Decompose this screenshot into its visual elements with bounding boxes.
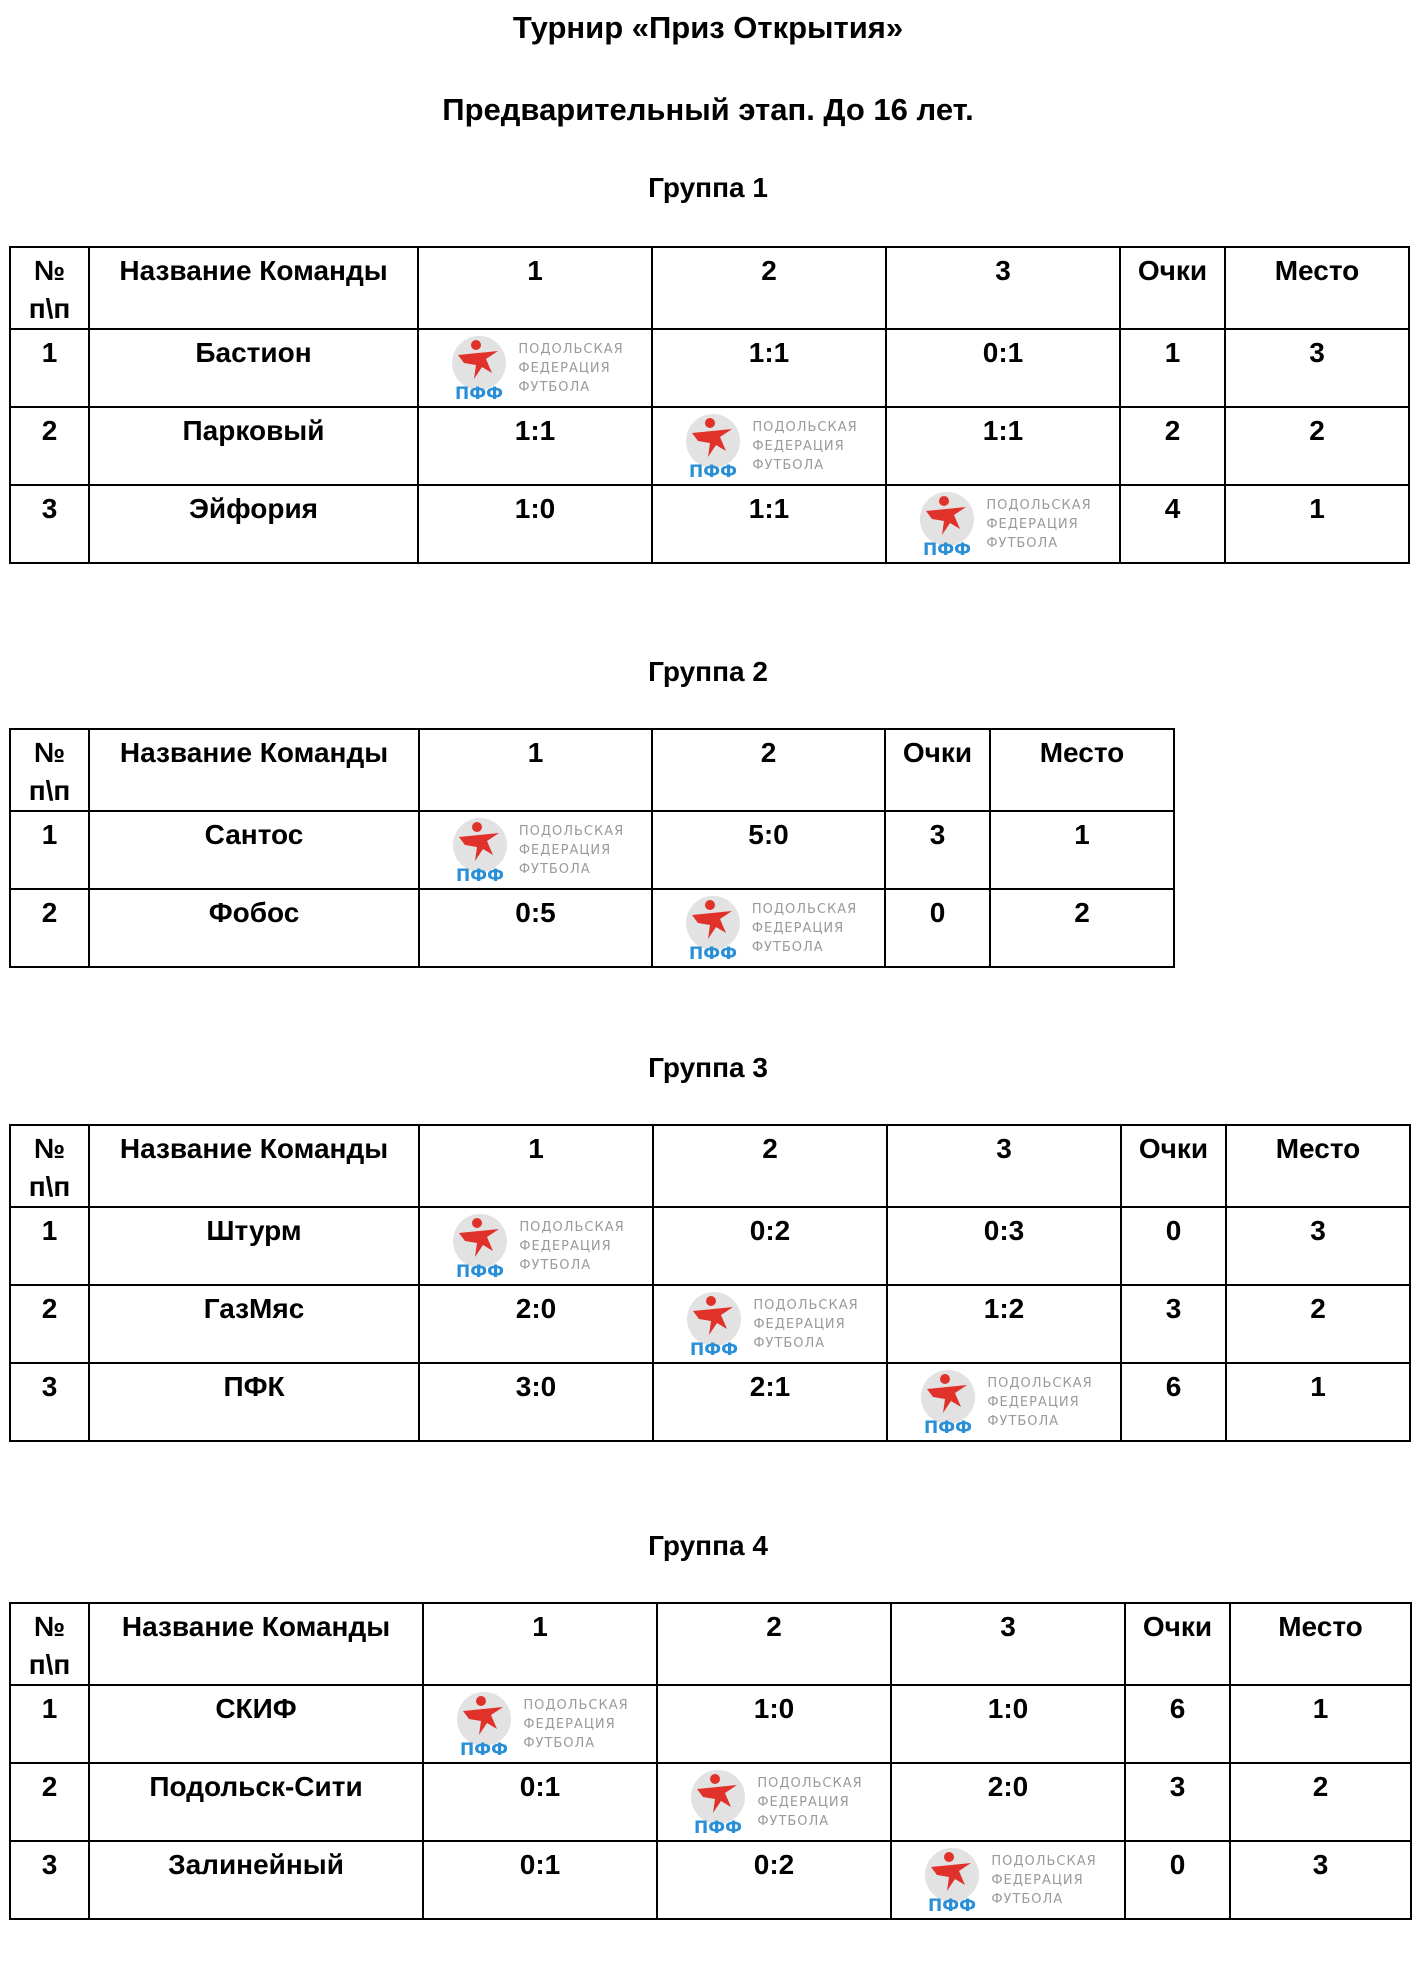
pff-logo-line: ФУТБОЛА — [991, 1891, 1064, 1907]
self-match-logo-cell — [891, 1841, 1125, 1919]
team-place: 2 — [990, 889, 1174, 967]
table-row — [10, 1763, 1411, 1841]
match-result: 1:1 — [418, 407, 652, 485]
standings-table — [9, 246, 1410, 564]
team-points: 6 — [1121, 1363, 1226, 1441]
team-points: 4 — [1120, 485, 1225, 563]
pff-logo-text — [519, 1218, 624, 1275]
team-place: 3 — [1225, 329, 1409, 407]
pff-abbr: ПФФ — [456, 1262, 505, 1281]
pff-abbr: ПФФ — [923, 540, 972, 559]
team-name: Штурм — [89, 1207, 419, 1285]
pff-logo — [892, 1843, 1124, 1917]
header-place: Место — [1225, 247, 1409, 329]
table-row — [10, 485, 1409, 563]
match-result: 0:2 — [653, 1207, 887, 1285]
match-result: 1:2 — [887, 1285, 1121, 1363]
match-result: 2:0 — [419, 1285, 653, 1363]
pff-logo-text — [986, 496, 1091, 553]
pff-logo-text — [752, 900, 857, 957]
self-match-logo-cell — [657, 1763, 891, 1841]
header-place: Место — [1226, 1125, 1410, 1207]
team-points: 0 — [885, 889, 990, 967]
row-num: 2 — [10, 889, 89, 967]
pff-logo — [420, 813, 651, 887]
self-match-logo-cell — [652, 407, 886, 485]
team-place: 1 — [990, 811, 1174, 889]
pff-emblem-icon — [680, 893, 746, 963]
team-points: 0 — [1121, 1207, 1226, 1285]
pff-logo-line: ПОДОЛЬСКАЯ — [519, 1219, 625, 1235]
match-result: 0:5 — [419, 889, 652, 967]
pff-logo-line: ФУТБОЛА — [753, 1335, 826, 1351]
row-num: 1 — [10, 329, 89, 407]
header-points: Очки — [1121, 1125, 1226, 1207]
pff-logo-line: ФУТБОЛА — [751, 939, 824, 955]
pff-logo-line: ФЕДЕРАЦИЯ — [757, 1794, 850, 1810]
group-title: Группа 1 — [648, 172, 768, 203]
match-result: 1:0 — [657, 1685, 891, 1763]
pff-logo-text — [753, 1296, 858, 1353]
self-match-logo-cell — [887, 1363, 1121, 1441]
pff-abbr: ПФФ — [460, 1740, 509, 1759]
pff-logo — [419, 331, 651, 405]
match-result: 0:1 — [423, 1841, 657, 1919]
pff-logo — [420, 1209, 652, 1283]
team-place: 1 — [1230, 1685, 1411, 1763]
pff-logo-line: ФЕДЕРАЦИЯ — [752, 438, 845, 454]
pff-logo-line: ФУТБОЛА — [518, 379, 591, 395]
table-row — [10, 1363, 1410, 1441]
row-num: 2 — [10, 407, 89, 485]
team-name: Залинейный — [89, 1841, 423, 1919]
pff-logo-line: ПОДОЛЬСКАЯ — [751, 901, 858, 917]
match-result: 0:3 — [887, 1207, 1121, 1285]
team-points: 3 — [1125, 1763, 1230, 1841]
header-points: Очки — [1120, 247, 1225, 329]
header-name: Название Команды — [89, 729, 419, 811]
team-name: Сантос — [89, 811, 419, 889]
match-result: 0:2 — [657, 1841, 891, 1919]
pff-emblem-icon — [914, 489, 980, 559]
pff-logo-line: ПОДОЛЬСКАЯ — [991, 1853, 1097, 1869]
header-points: Очки — [885, 729, 990, 811]
match-result: 2:0 — [891, 1763, 1125, 1841]
team-points: 3 — [1121, 1285, 1226, 1363]
pff-logo-line: ФЕДЕРАЦИЯ — [518, 842, 612, 858]
pff-emblem-icon — [915, 1367, 981, 1437]
team-name: СКИФ — [89, 1685, 423, 1763]
header-opponent: 2 — [657, 1603, 891, 1685]
pff-logo-text — [518, 340, 623, 397]
table-header-row — [10, 1125, 1410, 1207]
pff-logo-line: ФЕДЕРАЦИЯ — [519, 1238, 612, 1254]
match-result: 1:1 — [886, 407, 1120, 485]
header-points: Очки — [1125, 1603, 1230, 1685]
pff-emblem-icon — [680, 411, 746, 481]
header-num: № п\п — [10, 1125, 89, 1207]
pff-logo-line: ПОДОЛЬСКАЯ — [518, 341, 624, 357]
team-points: 3 — [885, 811, 990, 889]
team-place: 3 — [1230, 1841, 1411, 1919]
pff-logo-line: ФЕДЕРАЦИЯ — [753, 1316, 846, 1332]
pff-logo-text — [991, 1852, 1096, 1909]
row-num: 1 — [10, 811, 89, 889]
team-name: Эйфория — [89, 485, 418, 563]
match-result: 1:0 — [891, 1685, 1125, 1763]
self-match-logo-cell — [652, 889, 885, 967]
pff-logo-text — [519, 822, 624, 879]
pff-logo-line: ПОДОЛЬСКАЯ — [523, 1697, 629, 1713]
team-name: Фобос — [89, 889, 419, 967]
pff-logo-line: ФЕДЕРАЦИЯ — [986, 516, 1079, 532]
pff-logo-line: ПОДОЛЬСКАЯ — [986, 497, 1092, 513]
standings-table — [9, 728, 1175, 968]
table-header-row — [10, 1603, 1411, 1685]
pff-logo-line: ПОДОЛЬСКАЯ — [752, 419, 858, 435]
pff-abbr: ПФФ — [690, 1340, 739, 1359]
self-match-logo-cell — [423, 1685, 657, 1763]
match-result: 5:0 — [652, 811, 885, 889]
team-name: Подольск-Сити — [89, 1763, 423, 1841]
page-subtitle: Предварительный этап. До 16 лет. — [442, 92, 974, 127]
table-row — [10, 811, 1174, 889]
team-place: 2 — [1225, 407, 1409, 485]
team-points: 1 — [1120, 329, 1225, 407]
match-result: 0:1 — [423, 1763, 657, 1841]
group-title: Группа 4 — [648, 1530, 768, 1561]
standings-table — [9, 1602, 1412, 1920]
team-place: 1 — [1225, 485, 1409, 563]
header-opponent: 2 — [653, 1125, 887, 1207]
pff-emblem-icon — [451, 1689, 517, 1759]
pff-logo-line: ФУТБОЛА — [519, 1257, 592, 1273]
team-place: 2 — [1230, 1763, 1411, 1841]
match-result: 3:0 — [419, 1363, 653, 1441]
row-num: 3 — [10, 485, 89, 563]
header-opponent: 1 — [419, 1125, 653, 1207]
header-place: Место — [990, 729, 1174, 811]
team-points: 6 — [1125, 1685, 1230, 1763]
pff-logo-line: ФЕДЕРАЦИЯ — [987, 1394, 1080, 1410]
pff-abbr: ПФФ — [455, 384, 504, 403]
pff-emblem-icon — [447, 1211, 513, 1281]
pff-logo-line: ФЕДЕРАЦИЯ — [523, 1716, 616, 1732]
team-name: ГазМяс — [89, 1285, 419, 1363]
table-header-row — [10, 247, 1409, 329]
table-row — [10, 1207, 1410, 1285]
pff-logo — [653, 409, 885, 483]
pff-emblem-icon — [446, 333, 512, 403]
pff-emblem-icon — [681, 1289, 747, 1359]
pff-logo-line: ФУТБОЛА — [987, 1413, 1060, 1429]
standings-table — [9, 1124, 1411, 1442]
pff-logo-line: ПОДОЛЬСКАЯ — [753, 1297, 859, 1313]
pff-logo-line: ПОДОЛЬСКАЯ — [987, 1375, 1093, 1391]
pff-logo — [887, 487, 1119, 561]
row-num: 1 — [10, 1207, 89, 1285]
match-result: 0:1 — [886, 329, 1120, 407]
row-num: 2 — [10, 1285, 89, 1363]
pff-logo — [658, 1765, 890, 1839]
pff-logo — [654, 1287, 886, 1361]
pff-logo — [424, 1687, 656, 1761]
team-place: 3 — [1226, 1207, 1410, 1285]
match-result: 1:1 — [652, 329, 886, 407]
pff-abbr: ПФФ — [694, 1818, 743, 1837]
team-name: Парковый — [89, 407, 418, 485]
pff-logo-line: ФУТБОЛА — [523, 1735, 596, 1751]
row-num: 2 — [10, 1763, 89, 1841]
match-result: 1:0 — [418, 485, 652, 563]
pff-logo-line: ФУТБОЛА — [518, 861, 591, 877]
pff-logo-line: ФУТБОЛА — [757, 1813, 830, 1829]
table-header-row — [10, 729, 1174, 811]
header-name: Название Команды — [89, 1603, 423, 1685]
team-place: 2 — [1226, 1285, 1410, 1363]
self-match-logo-cell — [653, 1285, 887, 1363]
pff-logo-text — [987, 1374, 1092, 1431]
pff-emblem-icon — [447, 815, 513, 885]
pff-logo-text — [752, 418, 857, 475]
pff-logo-line: ФУТБОЛА — [752, 457, 825, 473]
pff-logo-line: ФЕДЕРАЦИЯ — [991, 1872, 1084, 1888]
pff-logo — [653, 891, 884, 965]
group-title: Группа 2 — [648, 656, 768, 687]
pff-logo-line: ПОДОЛЬСКАЯ — [757, 1775, 863, 1791]
team-name: ПФК — [89, 1363, 419, 1441]
header-num: № п\п — [10, 247, 89, 329]
pff-abbr: ПФФ — [924, 1418, 973, 1437]
self-match-logo-cell — [886, 485, 1120, 563]
header-opponent: 2 — [652, 729, 885, 811]
table-row — [10, 329, 1409, 407]
header-name: Название Команды — [89, 247, 418, 329]
pff-logo-line: ПОДОЛЬСКАЯ — [518, 823, 625, 839]
self-match-logo-cell — [419, 1207, 653, 1285]
table-row — [10, 1841, 1411, 1919]
pff-abbr: ПФФ — [689, 462, 738, 481]
table-row — [10, 889, 1174, 967]
pff-emblem-icon — [685, 1767, 751, 1837]
header-place: Место — [1230, 1603, 1411, 1685]
pff-abbr: ПФФ — [688, 944, 737, 963]
header-opponent: 1 — [419, 729, 652, 811]
table-row — [10, 1685, 1411, 1763]
row-num: 3 — [10, 1841, 89, 1919]
group-title: Группа 3 — [648, 1052, 768, 1083]
pff-logo-text — [757, 1774, 862, 1831]
row-num: 3 — [10, 1363, 89, 1441]
pff-logo — [888, 1365, 1120, 1439]
pff-logo-line: ФЕДЕРАЦИЯ — [518, 360, 611, 376]
team-points: 0 — [1125, 1841, 1230, 1919]
row-num: 1 — [10, 1685, 89, 1763]
header-num: № п\п — [10, 729, 89, 811]
header-num: № п\п — [10, 1603, 89, 1685]
self-match-logo-cell — [418, 329, 652, 407]
team-points: 2 — [1120, 407, 1225, 485]
header-opponent: 2 — [652, 247, 886, 329]
table-row — [10, 407, 1409, 485]
header-name: Название Команды — [89, 1125, 419, 1207]
team-place: 1 — [1226, 1363, 1410, 1441]
header-opponent: 3 — [891, 1603, 1125, 1685]
header-opponent: 1 — [423, 1603, 657, 1685]
pff-logo-line: ФУТБОЛА — [986, 535, 1059, 551]
page-title: Турнир «Приз Открытия» — [512, 10, 904, 45]
pff-abbr: ПФФ — [455, 866, 504, 885]
self-match-logo-cell — [419, 811, 652, 889]
header-opponent: 1 — [418, 247, 652, 329]
pff-logo-text — [523, 1696, 628, 1753]
pff-logo-line: ФЕДЕРАЦИЯ — [751, 920, 845, 936]
match-result: 1:1 — [652, 485, 886, 563]
header-opponent: 3 — [886, 247, 1120, 329]
match-result: 2:1 — [653, 1363, 887, 1441]
table-row — [10, 1285, 1410, 1363]
pff-abbr: ПФФ — [928, 1896, 977, 1915]
pff-emblem-icon — [919, 1845, 985, 1915]
header-opponent: 3 — [887, 1125, 1121, 1207]
team-name: Бастион — [89, 329, 418, 407]
